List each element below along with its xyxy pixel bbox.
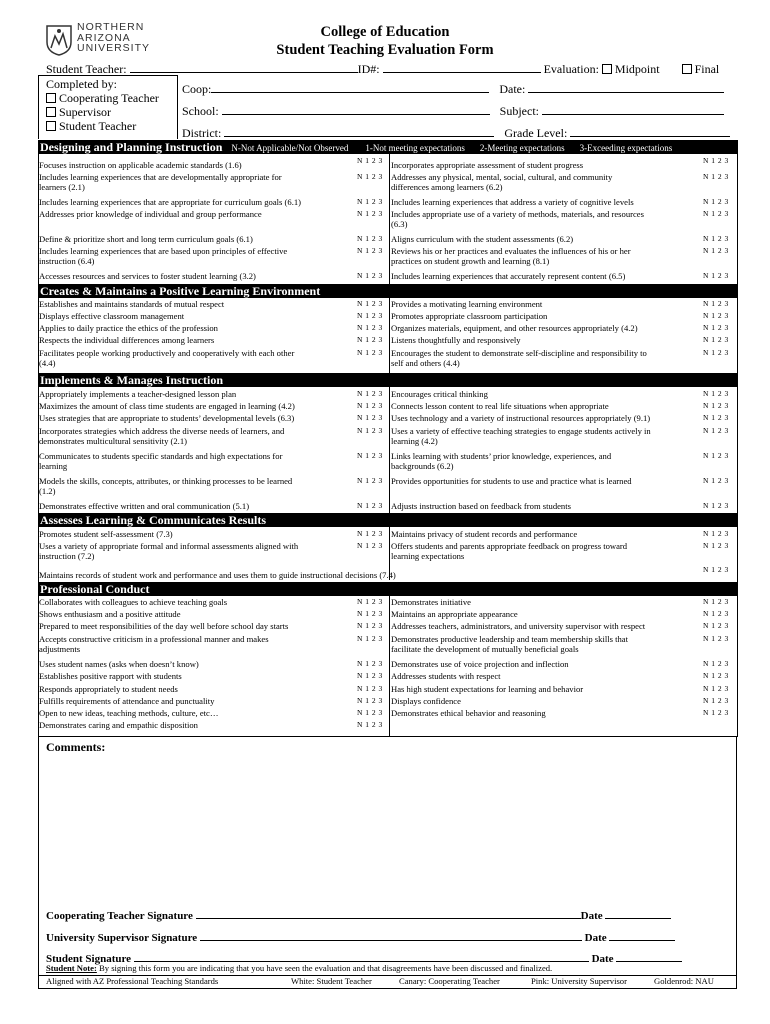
rating-options[interactable]: N 1 2 3: [357, 501, 383, 510]
form-title: Student Teaching Evaluation Form: [276, 42, 494, 58]
rating-options[interactable]: N 1 2 3: [703, 335, 729, 344]
coop-signature-line: Cooperating Teacher Signature Date: [46, 907, 671, 922]
rating-options[interactable]: N 1 2 3: [357, 335, 383, 344]
item-text: Fulfills requirements of attendance and punctuality: [39, 696, 215, 706]
item-text: Incorporates strategies which address the diverse needs of learners, and demonstrates multicultural sensitivity (2.1): [39, 426, 285, 446]
scale-1: 1-Not meeting expectations: [365, 143, 465, 153]
rating-options[interactable]: N 1 2 3: [357, 299, 383, 308]
section-professional-conduct: Professional Conduct: [38, 582, 737, 596]
rating-options[interactable]: N 1 2 3: [357, 234, 383, 243]
item-text: Shows enthusiasm and a positive attitude: [39, 609, 181, 619]
rating-options[interactable]: N 1 2 3: [703, 451, 729, 460]
item-text: Offers students and parents appropriate feedback on progress toward learning expectations: [391, 541, 628, 561]
item-text: Addresses teachers, administrators, and university supervisor with respect: [391, 621, 646, 631]
student-signature-line: Student Signature Date: [46, 950, 682, 965]
logo-line-3: UNIVERSITY: [77, 42, 151, 54]
final-label: Final: [694, 62, 720, 76]
item-text: Addresses prior knowledge of individual and group performance: [39, 209, 262, 219]
rating-options[interactable]: N 1 2 3: [357, 323, 383, 332]
rating-options[interactable]: N 1 2 3: [357, 156, 383, 165]
rating-options[interactable]: N 1 2 3: [357, 621, 383, 630]
item-text: Provides opportunities for students to use and practice what is learned: [391, 476, 632, 486]
logo-line-1: NORTHERN: [77, 21, 145, 33]
item-text: Uses student names (asks when doesn’t know): [39, 659, 199, 669]
rating-options[interactable]: N 1 2 3: [703, 597, 729, 606]
school-row: [182, 103, 724, 119]
rating-options[interactable]: N 1 2 3: [357, 348, 383, 357]
rating-options[interactable]: N 1 2 3: [703, 634, 729, 643]
rating-options[interactable]: N 1 2 3: [357, 708, 383, 717]
completed-by-group: [46, 77, 159, 133]
rating-options[interactable]: N 1 2 3: [703, 565, 729, 574]
rating-options[interactable]: N 1 2 3: [703, 197, 729, 206]
rating-options[interactable]: N 1 2 3: [703, 348, 729, 357]
rating-options[interactable]: N 1 2 3: [703, 311, 729, 320]
rating-options[interactable]: N 1 2 3: [357, 172, 383, 181]
item-text: Communicates to students specific standards and high expectations for learning: [39, 451, 283, 471]
student-signature-field[interactable]: [134, 950, 589, 962]
rating-options[interactable]: N 1 2 3: [357, 597, 383, 606]
coop-date-field[interactable]: [605, 907, 671, 919]
item-text: Addresses students with respect: [391, 671, 501, 681]
rating-options[interactable]: N 1 2 3: [703, 271, 729, 280]
supervisor-label: Supervisor: [59, 105, 111, 119]
rating-options[interactable]: N 1 2 3: [703, 299, 729, 308]
footer-pink-copy: Pink: University Supervisor: [531, 976, 627, 986]
rating-options[interactable]: N 1 2 3: [357, 401, 383, 410]
midpoint-checkbox[interactable]: [602, 64, 612, 74]
cooperating-teacher-checkbox[interactable]: [46, 93, 56, 103]
rating-options[interactable]: N 1 2 3: [357, 659, 383, 668]
footer-aligned: Aligned with AZ Professional Teaching Standards: [46, 976, 219, 986]
item-text: Uses technology and a variety of instructional resources appropriately (9.1): [391, 413, 651, 423]
item-text: Models the skills, concepts, attributes, or thinking processes to be learned (1.2): [39, 476, 293, 496]
item-text: Uses a variety of appropriate formal and informal assessments aligned with instruction (7.2): [39, 541, 299, 561]
midpoint-label: Midpoint: [614, 62, 660, 76]
footer-white-copy: White: Student Teacher: [291, 976, 372, 986]
rating-options[interactable]: N 1 2 3: [357, 634, 383, 643]
univ-signature-field[interactable]: [200, 929, 582, 941]
rating-options[interactable]: N 1 2 3: [703, 323, 729, 332]
id-label: ID#:: [357, 62, 380, 76]
item-text: Maintains an appropriate appearance: [391, 609, 518, 619]
rating-options[interactable]: N 1 2 3: [357, 696, 383, 705]
item-text: Responds appropriately to student needs: [39, 684, 178, 694]
item-text: Respects the individual differences among learners: [39, 335, 215, 345]
rating-options[interactable]: N 1 2 3: [357, 541, 383, 550]
coop-label: Coop:: [182, 82, 212, 96]
student-teacher-label: Student Teacher:: [46, 62, 127, 76]
item-text: Demonstrates ethical behavior and reasoning: [391, 708, 546, 718]
item-text: Connects lesson content to real life situations when appropriate: [391, 401, 609, 411]
district-field[interactable]: [224, 125, 494, 137]
item-text: Includes appropriate use of a variety of methods, materials, and resources (6.3): [391, 209, 644, 229]
student-note: [46, 963, 552, 973]
item-text: Promotes student self-assessment (7.3): [39, 529, 173, 539]
item-text: Demonstrates effective written and oral communication (5.1): [39, 501, 250, 511]
item-text: Has high student expectations for learning and behavior: [391, 684, 584, 694]
grade-level-field[interactable]: [570, 125, 730, 137]
item-text: Adjusts instruction based on feedback from students: [391, 501, 571, 511]
item-text: Establishes and maintains standards of mutual respect: [39, 299, 225, 309]
grade-level-label: Grade Level:: [504, 126, 568, 140]
rating-options[interactable]: N 1 2 3: [357, 413, 383, 422]
item-text: Encourages critical thinking: [391, 389, 488, 399]
item-text: Displays effective classroom management: [39, 311, 185, 321]
item-text: Reviews his or her practices and evaluates the influences of his or her practices on student growth and learning (8.1): [391, 246, 631, 266]
item-text: Open to new ideas, teaching methods, culture, etc…: [39, 708, 219, 718]
item-text: Maintains records of student work and performance and uses them to guide instructional decisions (7.4): [39, 570, 396, 580]
item-text: Includes learning experiences that are appropriate for curriculum goals (6.1): [39, 197, 301, 207]
section-implements-instruction: Implements & Manages Instruction: [38, 373, 737, 387]
item-text: Accesses resources and services to foster student learning (3.2): [39, 271, 256, 281]
item-text: Collaborates with colleagues to achieve teaching goals: [39, 597, 228, 607]
rating-options[interactable]: N 1 2 3: [703, 501, 729, 510]
school-label: School:: [182, 104, 219, 118]
subject-label: Subject:: [499, 104, 539, 118]
scale-na: N-Not Applicable/Not Observed: [231, 143, 349, 153]
school-field[interactable]: [222, 103, 490, 115]
item-text: Demonstrates use of voice projection and inflection: [391, 659, 569, 669]
rating-options[interactable]: N 1 2 3: [703, 209, 729, 218]
rating-options[interactable]: N 1 2 3: [703, 476, 729, 485]
rating-options[interactable]: N 1 2 3: [357, 197, 383, 206]
item-text: Listens thoughtfully and responsively: [391, 335, 521, 345]
rating-options[interactable]: N 1 2 3: [703, 234, 729, 243]
supervisor-checkbox[interactable]: [46, 107, 56, 117]
rating-options[interactable]: N 1 2 3: [357, 246, 383, 255]
item-text: Demonstrates initiative: [391, 597, 471, 607]
item-text: Establishes positive rapport with students: [39, 671, 182, 681]
rating-options[interactable]: N 1 2 3: [357, 720, 383, 729]
item-text: Encourages the student to demonstrate self-discipline and responsibility to self and others (4.4): [391, 348, 647, 368]
rating-options[interactable]: N 1 2 3: [357, 426, 383, 435]
coop-signature-field[interactable]: [196, 907, 581, 919]
district-label: District:: [182, 126, 222, 140]
rating-options[interactable]: N 1 2 3: [703, 659, 729, 668]
completed-by-label: Completed by:: [46, 77, 117, 91]
district-row: [182, 125, 730, 141]
rating-options[interactable]: N 1 2 3: [357, 311, 383, 320]
rating-options[interactable]: N 1 2 3: [703, 401, 729, 410]
item-text: Focuses instruction on applicable academic standards (1.6): [39, 160, 242, 170]
item-text: Define & prioritize short and long term curriculum goals (6.1): [39, 234, 253, 244]
item-text: Appropriately implements a teacher-designed lesson plan: [39, 389, 237, 399]
univ-date-field[interactable]: [609, 929, 675, 941]
rating-options[interactable]: N 1 2 3: [703, 246, 729, 255]
student-teacher-checkbox[interactable]: [46, 121, 56, 131]
student-teacher-option-label: Student Teacher: [59, 119, 137, 133]
logo-line-2: ARIZONA: [77, 31, 131, 44]
item-text: Promotes appropriate classroom participation: [391, 311, 548, 321]
rating-options[interactable]: N 1 2 3: [703, 621, 729, 630]
table-right-border: [737, 140, 738, 737]
footer-canary-copy: Canary: Cooperating Teacher: [399, 976, 500, 986]
rating-options[interactable]: N 1 2 3: [703, 389, 729, 398]
item-text: Addresses any physical, mental, social, cultural, and community differences among learners (6.2): [391, 172, 613, 192]
item-text: Includes learning experiences that are developmentally appropriate for learners (2.1): [39, 172, 282, 192]
item-text: Accepts constructive criticism in a professional manner and makes adjustments: [39, 634, 269, 654]
cooperating-teacher-label: Cooperating Teacher: [59, 91, 159, 105]
item-text: Maximizes the amount of class time students are engaged in learning (4.2): [39, 401, 295, 411]
item-text: Uses strategies that are appropriate to students’ developmental levels (6.3): [39, 413, 295, 423]
rating-options[interactable]: N 1 2 3: [357, 671, 383, 680]
table-center-divider-lower: [389, 596, 390, 737]
coop-field[interactable]: [211, 81, 489, 93]
univ-signature-line: University Supervisor Signature Date: [46, 929, 675, 944]
item-text: Links learning with students’ prior knowledge, experiences, and backgrounds (6.2): [391, 451, 612, 471]
college-title: College of Education: [320, 24, 450, 40]
rating-options[interactable]: N 1 2 3: [703, 684, 729, 693]
rating-options[interactable]: N 1 2 3: [357, 529, 383, 538]
item-text: Prepared to meet responsibilities of the day well before school day starts: [39, 621, 289, 631]
coop-row: [182, 81, 724, 97]
item-text: Maintains privacy of student records and performance: [391, 529, 578, 539]
rating-options[interactable]: N 1 2 3: [703, 156, 729, 165]
student-date-field[interactable]: [616, 950, 682, 962]
item-text: Facilitates people working productively and cooperatively with each other (4.4): [39, 348, 295, 368]
item-text: Demonstrates productive leadership and team membership skills that facilitate the development of mutually beneficial goals: [391, 634, 628, 654]
final-checkbox[interactable]: [682, 64, 692, 74]
section-designing-planning: [38, 140, 737, 154]
item-text: Incorporates appropriate assessment of student progress: [391, 160, 584, 170]
rating-options[interactable]: N 1 2 3: [703, 426, 729, 435]
item-text: Aligns curriculum with the student assessments (6.2): [391, 234, 574, 244]
rating-options[interactable]: N 1 2 3: [703, 172, 729, 181]
rating-options[interactable]: N 1 2 3: [357, 209, 383, 218]
subject-field[interactable]: [542, 103, 724, 115]
rating-options[interactable]: N 1 2 3: [357, 389, 383, 398]
item-text: Displays confidence: [391, 696, 461, 706]
rating-options[interactable]: N 1 2 3: [357, 451, 383, 460]
item-text: Organizes materials, equipment, and other resources appropriately (4.2): [391, 323, 638, 333]
item-text: Applies to daily practice the ethics of the profession: [39, 323, 218, 333]
student-teacher-field[interactable]: [130, 61, 358, 73]
rating-options[interactable]: N 1 2 3: [357, 271, 383, 280]
item-text: Includes learning experiences that are based upon principles of effective instruction (6.4): [39, 246, 288, 266]
evaluation-label: Evaluation:: [543, 62, 599, 76]
rating-options[interactable]: N 1 2 3: [703, 541, 729, 550]
item-text: Uses a variety of effective teaching strategies to engage students actively in learning (4.2): [391, 426, 651, 446]
rating-options[interactable]: N 1 2 3: [703, 671, 729, 680]
rating-options[interactable]: N 1 2 3: [703, 529, 729, 538]
item-text: Provides a motivating learning environment: [391, 299, 543, 309]
section-title: Designing and Planning Instruction: [40, 140, 223, 154]
item-text: Includes learning experiences that accurately represent content (6.5): [391, 271, 626, 281]
section-assesses-learning: Assesses Learning & Communicates Results: [38, 513, 737, 527]
date-label: Date:: [499, 82, 526, 96]
student-note-text: By signing this form you are indicating that you have seen the evaluation and that disagreements have been discussed and finalized.: [99, 963, 553, 973]
rating-options[interactable]: N 1 2 3: [703, 413, 729, 422]
student-note-label: Student Note:: [46, 963, 97, 973]
date-field[interactable]: [528, 81, 724, 93]
rating-options[interactable]: N 1 2 3: [357, 684, 383, 693]
item-text: Includes learning experiences that address a variety of cognitive levels: [391, 197, 634, 207]
section-learning-environment: Creates & Maintains a Positive Learning Environment: [38, 284, 737, 298]
footer-goldenrod-copy: Goldenrod: NAU: [654, 976, 714, 986]
rating-options[interactable]: N 1 2 3: [703, 696, 729, 705]
rating-options[interactable]: N 1 2 3: [357, 609, 383, 618]
rating-options[interactable]: N 1 2 3: [357, 476, 383, 485]
item-text: Demonstrates caring and empathic disposition: [39, 720, 198, 730]
rating-options[interactable]: N 1 2 3: [703, 708, 729, 717]
comments-label: Comments:: [46, 740, 106, 754]
scale-2: 2-Meeting expectations: [479, 143, 565, 153]
scale-3: 3-Exceeding expectations: [579, 143, 673, 153]
rating-options[interactable]: N 1 2 3: [703, 609, 729, 618]
id-field[interactable]: [383, 61, 541, 73]
